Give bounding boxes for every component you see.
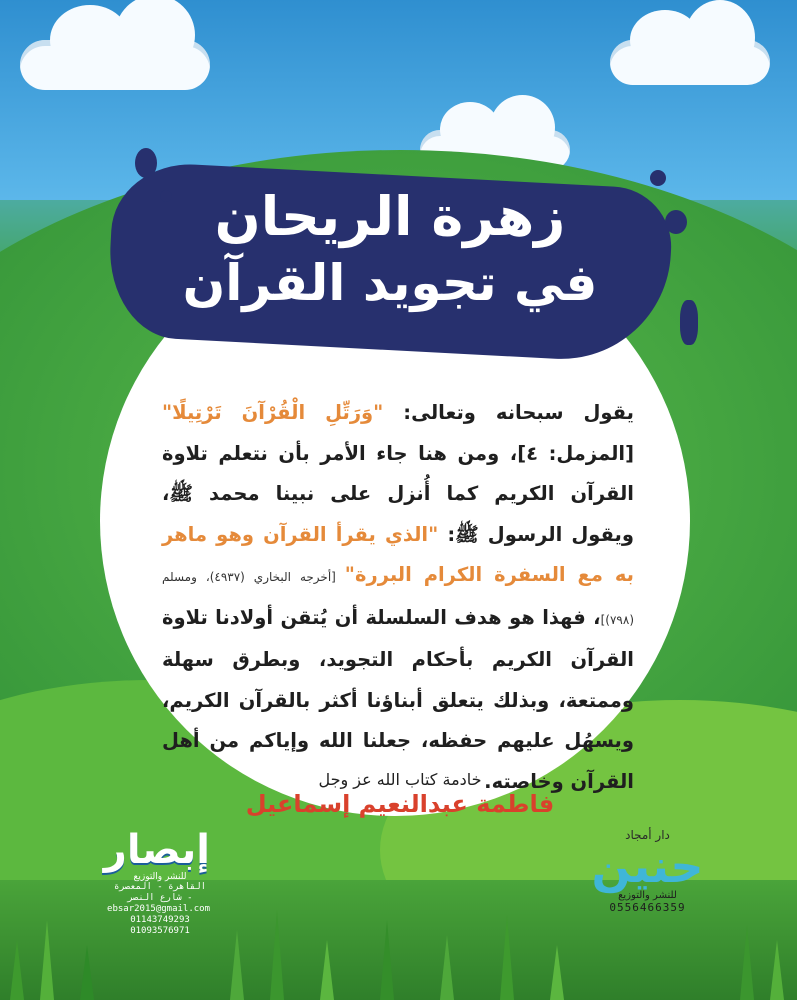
grass-blade <box>380 920 394 1000</box>
book-title: زهرة الريحان <box>214 185 566 248</box>
grass-blade <box>740 925 754 1000</box>
text-span: ، فهذا هو هدف السلسلة أن يُتقن أولادنا تلاوة القرآن الكريم بأحكام التجويد، وبطرق سهلة وممتعة، وبذلك يتعلق أبناؤنا أكثر بالقرآن الكريم، ويسهُل عليهم حفظه، جعلنا الله وإياكم من أهل القرآن وخاصته. <box>162 605 634 793</box>
hadith-quote: "الذي يقرأ القرآن وهو ماهر به مع السفرة الكرام البررة" <box>162 522 634 586</box>
decor-drop <box>680 300 698 345</box>
book-subtitle: في تجويد القرآن <box>182 254 598 312</box>
grass-blade <box>270 910 284 1000</box>
cloud-illustration <box>610 40 770 85</box>
publisher-phone: 0556466359 <box>609 901 686 914</box>
publisher-logo-left <box>103 827 210 937</box>
quran-quote: "وَرَتِّلِ الْقُرْآنَ تَرْتِيلًا" <box>162 401 384 424</box>
text-span: يقول سبحانه وتعالى: <box>383 401 634 424</box>
author-name: فاطمة عبدالنعيم إسماعيل <box>245 790 555 818</box>
grass-blade <box>440 935 454 1000</box>
publisher-email: ebsar2015@gmail.com <box>107 904 210 914</box>
grass-blade <box>230 930 244 1000</box>
author-label: خادمة كتاب الله عز وجل <box>318 770 482 789</box>
publisher-tagline: للنشر والتوزيع <box>618 890 677 901</box>
grass-blade <box>550 945 564 1000</box>
publisher-phone: 01093576971 <box>130 926 190 936</box>
grass-blade <box>40 920 54 1000</box>
text-span: [المزمل: ٤]، ومن هنا جاء الأمر بأن نتعلم تلاوة القرآن الكريم كما أُنزل على نبينا محمد ﷺ، ويقول الرسول ﷺ: <box>162 441 635 546</box>
publisher-name: إبصار <box>103 827 210 873</box>
grass-blade <box>770 940 784 1000</box>
publisher-phone: 01143749293 <box>130 915 190 925</box>
publisher-tagline: للنشر والتوزيع <box>133 872 187 882</box>
grass-blade <box>10 940 24 1000</box>
decor-drop <box>135 148 157 178</box>
publisher-address: القاهرة - المعصرة - شارع النصر <box>113 882 207 903</box>
publisher-prefix: دار أمجاد <box>625 828 670 842</box>
grass-blade <box>500 915 514 1000</box>
publisher-name: حنين <box>591 839 704 893</box>
cloud-illustration <box>20 40 210 90</box>
description-paragraph <box>162 393 634 802</box>
grass-blade <box>80 945 94 1000</box>
grass-blade <box>320 940 334 1000</box>
publisher-logo-right <box>575 828 720 914</box>
hadith-reference: [أخرجه البخاري (٤٩٣٧)، ومسلم (٧٩٨)] <box>162 570 634 627</box>
